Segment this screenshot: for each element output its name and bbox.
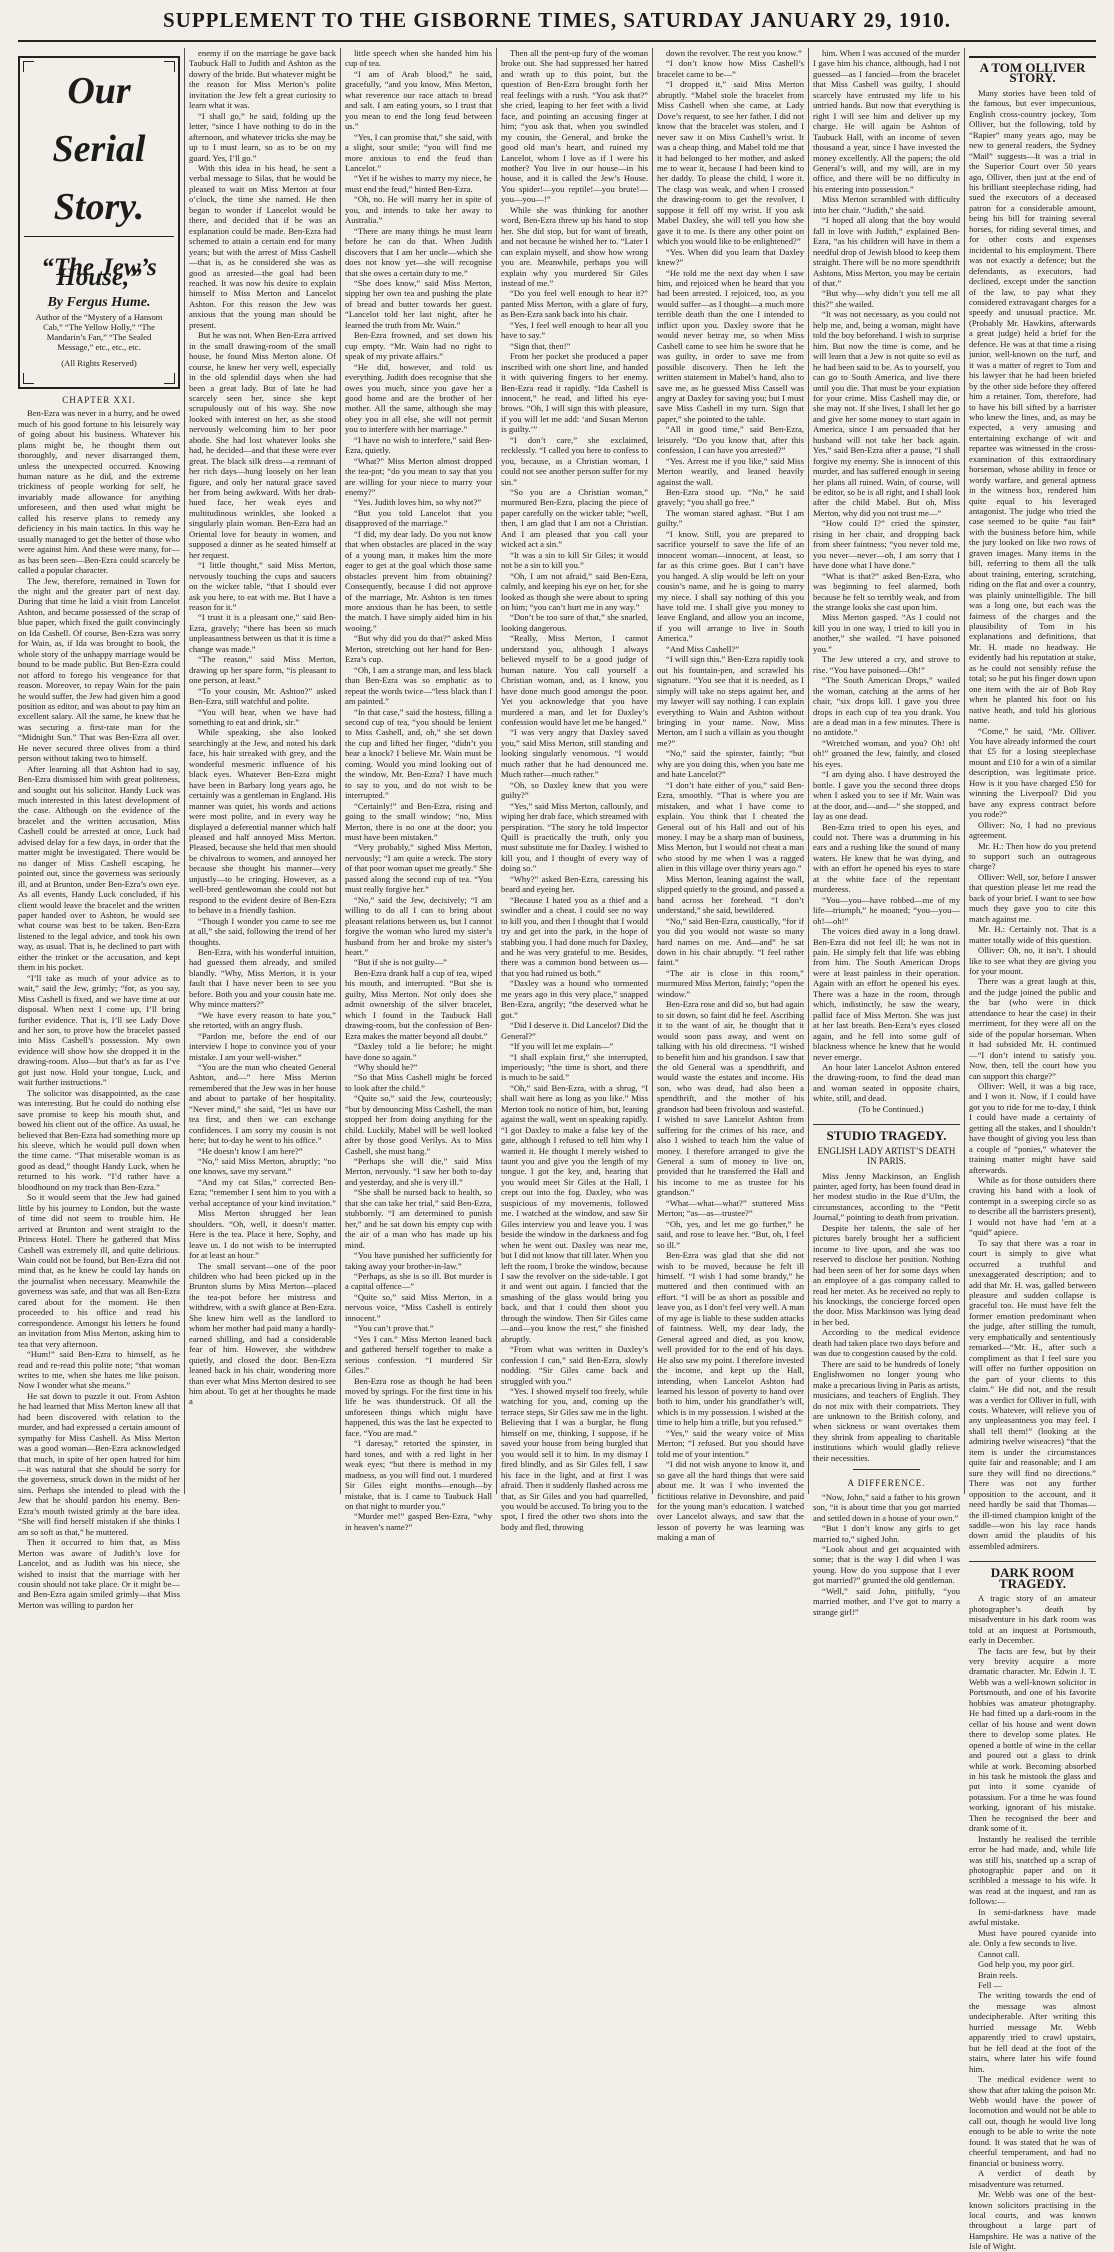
paragraph: Despite her talents, the sale of her pictures barely brought her a sufficient income to live upon, and she was too reserved to disclose her position. Nothing had been seen of her for some days when an employee of a gas company called to read her meter. As he received no reply to his knockings, the concierge forced open the door. Miss Mackinson was lying dead in her bed.	[813, 1222, 960, 1327]
paragraph: “I don’t hate either of you,” said Ben-Ezra, smoothly. “That is where you are mistaken, and what I have come to explain. You think that I cheated the General out of his Hall and out of his money. I may be a sharp man of business, Miss Merton, but I would not cheat a man who stood by me when I was a ragged alien in this village over thirty years ago.”	[657, 779, 804, 874]
paragraph: There are said to be hundreds of lonely Englishwomen no longer young who make a precarious living in Paris as artists, musicians, and teachers of English. They do not mix with their compatriots. They are unknown to the British colony, and when sickness or want overtakes them they shrink from appealing to charitable institutions which would gladly relieve their necessities.	[813, 1358, 961, 1463]
paragraph: “You can’t prove that.”	[354, 1323, 434, 1334]
paragraph: “Wretched woman, and you? Oh! oh! oh!” groaned the Jew, faintly, and closed his eyes.	[813, 737, 960, 769]
paragraph: “You have punished her sufficiently for taking away your brother-in-law.”	[345, 1250, 492, 1271]
studio-tragedy-subheading: ENGLISH LADY ARTIST’S DEATH IN PARIS.	[817, 1145, 956, 1167]
paragraph: “I shall explain first,” she interrupted, imperiously; “the time is short, and there is much to be said.”	[501, 1051, 648, 1083]
paragraph: “Quite so,” said Miss Merton, in a nervous voice, “Miss Cashell is entirely innocent.”	[345, 1291, 492, 1323]
story-title: “The Jew’s House,”	[41, 254, 157, 292]
paragraph: “To your cousin, Mr. Ashton?” asked Ben-Ezra, still watchful and polite.	[189, 685, 336, 707]
column-divider	[184, 48, 185, 1494]
paragraph: “There are many things he must learn before he can do that. When Judith discovers that I am her uncle—which she does not know yet—she will recognise that she owes a certain duty to me.”	[345, 225, 492, 278]
paragraph: From her pocket she produced a paper inscribed with one short line, and handed it with quivering fingers to her enemy. Ben-Ezra read it rapidly. “Ida Cashell is innocent,” he read, and lifted his eye-brows. “Oh, I will sign this with pleasure, if you will let me add: ‘and Susan Merton is guilty.’”	[501, 351, 648, 435]
paragraph: “She shall be nursed back to health, so that she can take her trial,” said Ben-Ezra, stubbornly. “I am determined to punish her,” and he sat down his empty cup with the air of a man who has made up his mind.	[345, 1187, 492, 1250]
ornament-corner	[164, 373, 175, 384]
chapter-heading: CHAPTER XXI.	[62, 394, 136, 405]
paragraph: But he was not. When Ben-Ezra arrived in the small drawing-room of the small house, he found Miss Merton alone. Of course, he knew her very well, especially in the old splendid days when she had been a great lady. But of late he had scarcely seen her, since she kept scrupulously out of his way. She now looked with interest on her, as she stood nervously welcoming him to her poor abode. She had lost whatever looks she had, he decided—and that these were ever great. The black silk dress—a remnant of her rich days—hung loosely on her lean figure, and only her natural grace saved her from being awkward. With her drab-hued face, her weak eyes and multitudinous wrinkles, she looked a singularly plain woman. Ben-Ezra had an Oriental love for beauty in women, and supposed a dinner as he seated himself at her request.	[189, 330, 336, 560]
paragraph: “It was a sin to kill Sir Giles; it would not be a sin to kill you.”	[501, 549, 648, 571]
paragraph: Olliver: No, I had no previous agreement.	[969, 819, 1096, 841]
paragraph: “I did not wish anyone to know it, and so gave all the hard things that were said about me. It was I who invented the fictitious relative in Devonshire, and paid for the young man’s education. I watched over Lancelot always, and saw that the lesson of poverty he was learning was making a man of	[657, 1459, 804, 1543]
paragraph: Ben-Ezra rose as though he had been moved by springs. For the first time in his life he was thunderstruck. Of all the unforeseen things which might have happened, this was the last he expected to face. “You are mad.”	[345, 1375, 492, 1438]
paragraph: Miss Merton shrugged her lean shoulders. “Oh, well, it doesn’t matter. Here is the tea. Place it here, Sophy, and leave us. I do not wish to be interrupted for at least an hour.”	[189, 1208, 336, 1261]
paragraph: “Sign that, then!”	[510, 340, 571, 351]
paragraph: “All in good time,” said Ben-Ezra, leisurely. “Do you know that, after this confession, I can have you arrested?”	[657, 424, 804, 456]
paragraph: The facts are few, but by their very brevity acquire a more dramatic character. Mr. Edwin J. T. Webb was a well-known solicitor in Portsmouth, and one of his favorite hobbies was amateur photography. He had fitted up a dark-room in the cellar of his house and went down there to develop some plates. He opened a bottle of wine in the cellar and poured out a glass to drink while at work. Becoming absorbed in his task he mistook the glass and put into it some cyanide of potassium. For a time he was found working, ignorant of his mistake. Then he recognised the beer and drank some of it.	[969, 1645, 1096, 1834]
paragraph: To say that there was a roar in court is simply to give what occurred a truthful and unexaggerated description; and to add that Mr. H. was, galled between pleasure and sudden collapse is graceful too. He must have felt the former emotion predominant when the judge, after stilling the tumult, very emphatically and sententiously remarked—“Mr. H., after such a compliment as that I feel sure you will offer no further opposition on the part of your clients to this claim.” He did not, and the result was a verdict for Olliver in full, with costs. Whatever, will relieve you of any unpleasantness you may feel. I shall tell them!” (looking at the admiring twelve wiseacres) “that the item is under the circumstances quite fair and reasonable; and I am sure they will find no directions.” There was not any further opposition to the account, and it need hardly be said that Thomas—the ill-timed champion knight of the saddle—won his lay race hands down amid the plaudits of his assembled admirers.	[969, 1237, 1096, 1551]
paragraph: With this idea in his head, he sent a verbal message to Silas, that he would be pleased to wait on Miss Merton at four o’clock, the time she named. He then began to wonder if Lancelot would be there, and decided that if he was an explanation could be made. Ben-Ezra had schemed to attain a certain end for many years; but with the arrest of Miss Cashell—that is, as he considered she was as good as arrested—the goal had been reached. It was now his desire to explain himself to Miss Merton and Lancelot Ashton. For this reason the Jew was anxious that the young man should be present.	[189, 162, 336, 330]
to-be-continued: (To be Continued.)	[858, 1103, 924, 1114]
paragraph: “What is that?” asked Ben-Ezra, who was beginning to feel alarmed, both because he felt so terribly weak, and from the strange looks she cast upon him.	[813, 570, 960, 613]
paragraph: Miss Merton scrambled with difficulty into her chair. “Judith,” she said.	[813, 194, 960, 215]
paragraph: “Though I wonder you came to see me at all,” she said, following the trend of her thoughts.	[189, 915, 336, 947]
paragraph: Olliver: Well, it was a big race, and I won it. Now, if I could have got you to ride for me to-day, I think I could have made a certainty of getting all the stakes, and I shouldn’t have thought of giving you less than a couple of “ponies,” whatever the training matter might have said afterwards.	[969, 1080, 1096, 1175]
paragraph: “Really, Miss Merton, I cannot understand you, although I always believed myself to be a good judge of human nature. You call yourself a Christian woman, and, as I know, you have done much good amongst the poor. Yet you acknowledge that you have murdered a man, and let for Daxley’s confession would have let me be hanged.”	[501, 633, 648, 727]
column-2-text	[189, 48, 336, 1407]
paragraph: While she was thinking for another word, Ben-Ezra threw up his hand to stop her. She did stop, but for want of breath, and not because he wished her to. “Later I can explain myself, and show how wrong you are. Meanwhile, perhaps you will explain why you murdered Sir Giles instead of me.”	[501, 204, 648, 288]
paragraph: “I dropped it,” said Miss Merton abruptly. “Mabel stole the bracelet from Miss Cashell when she came, at Lady Dove’s request, to see her father. I did not know that the bracelet was stolen, and I never saw it on Miss Cashell’s wrist. It was a cheap thing, and Mabel told me that it had belonged to her mother, and asked me to wear it, because I had been kind to her daddy. To please the child, I wore it. The clasp was weak, and when I crossed the drawing-room to get the revolver, I suppose it fell off my wrist. If you ask Mabel Daxley, she will tell you how she gave it to me. Is there any other point on which you would like to be enlightened?”	[657, 79, 804, 247]
paragraph: “You are the man who cheated General Ashton, and—” here Miss Merton remembered that the Jew was in her house and about to partake of her hospitality. “Never mind,” she said, “let us have our tea first, and then we can exchange confidences. I am sorry my cousin is not here; but to-day he went to his office.”	[189, 1061, 336, 1146]
masthead	[18, 0, 1096, 42]
dark-room-heading: DARK ROOM TRAGEDY.	[969, 1561, 1096, 1589]
column-6-text	[813, 48, 960, 1104]
paragraph: “If you will let me explain—”	[510, 1041, 614, 1052]
paragraph: “No,” said Ben-Ezra, caustically, “for if you did you would not waste so many hard names on me. And—and” he sat down in his chair abruptly. “I feel rather faint.”	[657, 915, 804, 968]
paragraph: “Yes,” said the weary voice of Miss Merton; “I refused. But you should have told me of your intention.”	[657, 1427, 804, 1459]
paragraph: “But why—why didn’t you tell me all this?” she wailed.	[813, 288, 960, 309]
paragraph: “And my cat Silas,” corrected Ben-Ezra; “remember I sent him to you with a verbal acceptance of your kind invitation.”	[189, 1176, 336, 1208]
paragraph: “I don’t know how Miss Cashell’s bracelet came to be—”	[657, 58, 804, 79]
paragraph: “So you are a Christian woman,” murmured Ben-Ezra, placing the piece of paper carefully on the wicker table; “well, then, I am glad that I am not a Christian. And I am pleased that you call your wicked act a sin.”	[501, 487, 648, 550]
dark-room-text	[969, 1593, 1096, 2252]
column-2	[189, 48, 336, 1494]
paragraph: Many stories have been told of the famous, but ever impecunious, English cross-country jockey, Tom Olliver, but the following, told by “Rapier” many years ago, may be new to general readers, the Sydney “Mail” suggests—It was a trial in the Superior Court over 50 years ago, Olliver, then just at the end of his brilliant steeplechase riding, had sued the executors of a deceased patron for a considerable amount, being his bill for training several horses, for riding several times, and for other costs and expenses incidental to his employment. There was not exactly a defence; but the defendants, as executors, had declined, except under the sanction of the law, to pay what they considered extravagant charges for a speedy and unusual practice. Mr. (Probably Mr. Hawkins, afterwards a great judge) held a brief for the defence. He was at that time a rising junior, well-known on the turf, and it was a matter of regret to Tom and his lawyer that he had been briefed by the other side before they offered him a retainer. Tom, therefore, had to have his bill sifted by a barrister who knew the lines, and, as may be expected, a very amusing and entertaining exchange of wit and repartee was witnessed in the cross-examination of this extraordinary horseman, whose ability in fence or wordy warfare, and general aptness in the witness box, rendered him quite equal to his leveraged antagonist. The judge who tried the case seemed to be quite *au fait* with the business before him, while the jury looked on like two rows of graven images. Many items in the bill, referring to them all the talk about training, entering, scratching, riding on the flat and over a country, was plainly unintelligible. The bill was a long one, but each was the fairness of the charges and the plausibility of Tom in his explanations and definitions, that Mr. H. made no headway. He evidently had his reputation at stake, as he could not sensibly refuse the total; so he put his finger down upon one item with the air of Bob Roy when he planted his foot on his native heath, and told his glorious name.	[969, 87, 1096, 726]
byline: By Fergus Hume.	[47, 294, 151, 310]
column-5	[657, 48, 804, 1543]
paragraph: A verdict of death by misadventure was returned.	[969, 2168, 1096, 2189]
paragraph: “But if she is not guilty—”	[354, 957, 447, 968]
author-credit: Author of the “Mystery of a Hansom Cab,” “The Yellow Holly,” “The Mandarin’s Fan,” “The Sealed Message,” etc., etc., etc.	[35, 312, 163, 353]
paragraph: The Jew uttered a cry, and strove to rise. “You have poisoned—Oh!”	[813, 654, 960, 675]
paragraph: “Yes, I can promise that,” she said, with a slight, sour smile; “you will find me more anxious to end the feud than Lancelot.”	[345, 131, 492, 173]
paragraph: Miss Merton, leaning against the wall, slipped quietly to the ground, and passed a hand across her forehead. “I don’t understand,” she said, bewildered.	[657, 873, 804, 916]
paragraph: Ben-Ezra tried to open his eyes, and could not. There was a drumming in his ears and a rushing like the sound of many waters. He knew that he was dying, and with an effort he opened his eyes to stare at the white face of the repentant murderess.	[813, 821, 960, 895]
paragraph: “Don’t be too sure of that,” she snarled, looking dangerous.	[501, 612, 648, 633]
column-divider	[340, 48, 341, 1494]
paragraph: “Did I deserve it. Did Lancelot? Did the General?”	[501, 1020, 648, 1041]
paragraph: The voices died away in a long drawl. Ben-Ezra did not feel ill; he was not in pain. He simply felt that life was ebbing from him. The South American Drops were at least painless in their operation. Again with an effort he opened his eyes. There was a haze in the room, through which, indistinctly, he saw the weary, pallid face of Miss Merton. She was just at her last breath. Ben-Ezra’s eyes closed again, and he fell into some gulf of blackness whence he knew that he would never emerge.	[813, 926, 960, 1062]
paragraph: Then all the pent-up fury of the woman broke out. She had suppressed her hatred and wrath up to this point, but the question of Ben-Ezra brought forth her real feelings with a rush. “You ask that?” she cried, leaping to her feet with a livid face, and pointing an accusing finger at him; “you ask that, when you swindled my cousin, the General, and broke the good old man’s heart, and ruined my Lancelot, whom I love as if I were his mother? You live in our house—in his house, and it is called the Jew’s House. You spider!—you reptile!—you brute!—you—you—!”	[501, 48, 648, 205]
paragraph: “I shall go,” he said, folding up the letter, “since I have nothing to do in the afternoon, and whatever tricks she may be up to I must learn, so as to be on my guard. Yes, I’ll go.”	[189, 110, 336, 163]
studio-tragedy-heading: STUDIO TRAGEDY.	[813, 1124, 960, 1141]
paragraph: Then it occurred to him that, as Miss Merton was aware of Judith’s love for Lancelot, and as Judith was his niece, she wished to insist that the marriage with her cousin should not take place. Or it might be—and Ben-Ezra again smiled grimly—that Miss Merton was willing to pardon her	[18, 1537, 180, 1610]
paragraph: “Very probably,” sighed Miss Merton, nervously; “I am quite a wreck. The story of that poor woman upset me greatly.” She passed along the second cup of tea. “You must really forgive her.”	[345, 842, 492, 895]
paragraph: “He doesn’t know I am here?”	[198, 1145, 303, 1156]
paragraph: “Oh, I am a strange man, and less black than Ben-Ezra was so emphatic as to repeat the words twice—“less black than I am painted.”	[345, 664, 492, 707]
paragraph: “And Miss Cashell?”	[666, 643, 740, 654]
serial-heading: Our Serial Story.	[24, 62, 174, 237]
paragraph: Ben-Ezra drank half a cup of tea, wiped his mouth, and interrupted. “But she is guilty, Miss Merton. Not only does she admit ownership of the silver bracelet, which I found in the Taubuck Hall drawing-room, but the confession of Ben-Ezra makes the matter beyond all doubt.”	[345, 967, 492, 1041]
paragraph: “How could I?” cried the spinster, rising in her chair, and dropping back from sheer faintness; “you never told me, you never—never—oh, I am sorry that I have done what I have done.”	[813, 518, 960, 571]
paragraph: Miss Jenny Mackinson, an English painter, aged forty, has been found dead in her modest studio in the Rue d’Ulm, the circumstances, according to the “Petit Journal,” pointing to death from privation.	[813, 1170, 960, 1223]
difference-text	[813, 1492, 960, 1617]
paragraph: The small servant—one of the poor children who had been picked up in the Brunton slums by Miss Merton—placed the tea-pot before her mistress and withdrew, with a swift glance at Ben-Ezra. She knew him well as the landlord to whom her mother had paid many a hardly-earned shilling, and had a considerable fear of him. However, she withdrew quietly, and closed the door. Ben-Ezra leaned back in his chair, wondering more than ever what Miss Merton desired to see him about. To get at her thoughts he made a	[189, 1260, 336, 1407]
paragraph: Ben-Ezra, with his wonderful intuition, had guessed them already, and smiled blandly. “Why, Miss Merton, it is your fault that I have never been to see you before. Both you and your cousin hate me. Why mince matters?”	[189, 946, 336, 1010]
paragraph: “The South American Drops,” wailed the woman, catching at the arms of her chair, “six drops kill. I gave you three drops in each cup of tea you drank. You are a dead man in a few minutes. There is no antidote.”	[813, 675, 960, 738]
paragraph: “Yet if he wishes to marry my niece, he must end the feud,” hinted Ben-Ezra.	[345, 173, 492, 194]
column-3-text	[345, 48, 492, 1532]
paragraph: “Yes. Judith loves him, so why not?”	[354, 497, 482, 508]
paragraph: “But I don’t know any girls to get married to,” sighed John.	[813, 1523, 960, 1544]
paragraph: “I hoped all along that the boy would fall in love with Judith,” explained Ben-Ezra, “as his children will have in them a needful drop of Jewish blood to keep them straight. There will be no more spendthrift Ashtons, Miss Merton, you may be certain of that.”	[813, 215, 960, 288]
paragraph: “I daresay,” retorted the spinster, in hard tones, and with a red light in her weak eyes; “but there is method in my madness, as you will find out. I murdered Sir Giles eight months—enough—by mistake, that is. I came to Taubuck Hall on that night to murder you.”	[345, 1438, 492, 1511]
column-5-text	[657, 48, 804, 1543]
divider	[853, 1469, 920, 1470]
paragraph: “I little thought,” said Miss Merton, nervously touching the cups and saucers on the wicker table, “that I should ever ask you here, to eat with me. But I have a reason for it.”	[189, 560, 336, 613]
paragraph: The Jew, therefore, remained in Town for the night and the greater part of next day. During that time he laid a visit from Lancelot Ashton, and became possessed of the scrap of blue paper, which fixed the guilt convincingly on Ida Cashell. Of course, Ben-Ezra was sorry for Wain, as, if Ida was brought to book, the whole story of the unhappy marriage would be bound to be made public. But Ben-Ezra could not afford to forego his vengeance for that reason. Moreover, to repay Wain for the pain he would suffer, the Jew had given him a good position as editor, and was about to pay him an excellent salary. All the same, he knew that he was securing a first-rate man for the “Midnight Sun.” That was Ben-Ezra all over. He never secured three olives from a third person without taking two to himself.	[18, 575, 180, 764]
ornament-corner	[164, 61, 175, 72]
paragraph: In semi-darkness have made awful mistake.	[969, 1906, 1096, 1928]
paragraph: “Oh, yes, and let me go further,” he said, and rose to leave her. “But, oh, I feel so ill.”	[657, 1218, 804, 1250]
paragraph: Ben-Ezra was never in a hurry, and he owed much of his good fortune to his leisurely way of going about his business. Whatever his plans might be, he thought them out thoroughly, and never disarranged them, unless the unexpected occurred. Knowing human nature as he did, and the extreme trickiness of people working for self, he invariably made allowance for anything unforeseen, and then used what might be called his reserve plans to remedy any deficiency in his main tactics. In this way he usually managed to get the better of those who were against him. And these were many, for—as has been seen—Ben-Ezra could scarcely be called a popular character.	[18, 408, 180, 576]
paragraph: him. When I was accused of the murder I gave him his chance, although, had I not guessed—as I fancied—from the bracelet that Miss Cashell was guilty, I should scarcely have entrusted my life to his untried hands. But now that everything is right I will see him and deliver up my charge. He will again be Ashton of Taubuck Hall, with an income of seven thousand a year, since I have invested the money excellently. All the papers; the old General’s will, and my will, are in my office, and there will be no difficulty in his entering into possession.”	[813, 48, 960, 194]
paragraph: The writing towards the end of the message was almost undecipherable. After writing this hurried message Mr. Webb apparently tried to crawl upstairs, but he fell dead at the foot of the stairs, where later his wife found him.	[969, 1990, 1096, 2074]
paragraph: He sat down to puzzle it out. From Ashton he had learned that Miss Merton knew all that had been discovered with relation to the murder, and had expressed a certain amount of sympathy for Miss Cashell. As Miss Merton was a good woman—Ben-Ezra acknowledged that much, in spite of her open hatred for him—it was natural that she should be sorry for the governess, struck down in the midst of her sins. Perhaps she intended to plead with the Jew that he should pardon his enemy. Ben-Ezra’s mouth twisted grimly at the bare idea. “She will find herself mistaken if she thinks I am so soft as that,” he muttered.	[18, 1390, 180, 1537]
paragraph: down the revolver. The rest you know.”	[666, 48, 802, 58]
paragraph: “From what was written in Daxley’s confession I can,” said Ben-Ezra, slowly nodding. “Sir Giles came back and struggled with you.”	[501, 1344, 648, 1386]
paragraph: While as for those outsiders there craving his hand with a look of contempt in a sweeping circle so as to describe all the barristers present), I would not have had ’em at a “quid” apiece.	[969, 1175, 1096, 1238]
paragraph: “Pardon me, before the end of our interview I hope to convince you of your mistake. I am your well-wisher.”	[189, 1030, 336, 1062]
column-3	[345, 48, 492, 1532]
paragraph: “Oh, no. He will marry her in spite of you, and intends to take her away to Australia.”	[345, 194, 492, 226]
paragraph: “What?” Miss Merton almost dropped the tea-pot; “do you mean to say that you are willing for your niece to marry your enemy?”	[345, 455, 492, 498]
paragraph: “I will sign this.” Ben-Ezra rapidly took out his fountain-pen, and scrawled his signature. “You see that it is needed, as I simply will take no steps against her, and my lawyer will say nothing. I can explain everything to Wain and Ashton without bringing in your name. Now, Miss Merton, am I such a villain as you thought me?”	[657, 654, 804, 748]
paragraph: So it would seem that the Jew had gained little by his journey to London, but the waste of time did not seem to trouble him. He arrived at Brunton and went straight to the Princess Hotel. There he gathered that Miss Cashell was extremely ill, and quite delirious. Wain could not be found, but Ben-Ezra did not mind that, as he knew he could lay hands on the journalist when necessary. Meanwhile the governess was safe, and that was all Ben-Ezra cared about for the moment. He then proceeded to his office and read his correspondence. Amongst his letters he found an invitation from Miss Merton, asking him to tea that very afternoon.	[18, 1192, 180, 1349]
paragraph: “I am dying also. I have destroyed the bottle. I gave you the second three drops when I asked you to see if Mr. Wain was at the door, and—and—” she stopped, and lay as one dead.	[813, 769, 960, 822]
paragraph: little speech when she handed him his cup of tea.	[345, 48, 492, 69]
paragraph: Ben-Ezra frowned, and set down his cup empty. “Mr. Wain had no right to speak of my private affairs.”	[345, 330, 492, 362]
column-divider	[964, 48, 965, 1494]
paragraph: “Yes. I showed myself too freely, while watching for you, and, coming up the terrace steps, Sir Giles saw me in the light. Believing that I was a burglar, he flung himself on me, thinking, I suppose, if he saved your house from being burgled that you would sell it to him. In my dismay I fired blindly, and as Sir Giles fell, I saw his face in the light, and at first I was afraid. Then it suddenly flashed across me that, as Sir Giles and you had quarrelled, you would be accused. To bring you to the spot, I fired the other two shots into the body and fled, throwing	[501, 1386, 649, 1532]
paragraph: An hour later Lancelot Ashton entered the drawing-room, to find the dead man and woman seated in opposite chairs, white, still, and dead.	[813, 1061, 960, 1104]
paragraph: enemy if on the marriage he gave back Taubuck Hall to Judith and Ashton as the dowry of the bride. But whatever might be the reason for Miss Merton’s polite invitation the Jew felt a great curiosity to learn what it was.	[189, 48, 336, 111]
ornament-corner	[23, 61, 34, 72]
paragraph: Brain reels.	[978, 1969, 1018, 1980]
studio-tragedy-text	[813, 1171, 960, 1464]
paragraph: Mr. H.: Certainly not. That is a matter totally wide of this question.	[969, 924, 1096, 945]
paragraph: “Oh, I am not afraid,” said Ben-Ezra, calmly, and keeping his eye on her, for she looked as though she were about to spring on him; “you can’t hurt me in any way.”	[501, 570, 648, 613]
paragraph: While speaking, she also looked searchingly at the Jew, and noted his dark face, his hair streaked with grey, and the wonderful mesmeric influence of his black eyes. Whatever Ben-Ezra might have been in Barbary long years ago, he certainly was a gentleman in England. His manner was quiet, his words and actions were most polite, and in every way he displayed a deferential manner which half pleased and half annoyed Miss Merton. Pleased, because she held that men should be chivalrous to women, and annoyed her because she thought his manner—very unjustly—to be cringing. However, as a well-bred gentlewoman she could not but respond to the evident desire of Ben-Ezra to behave in a friendly fashion.	[189, 727, 336, 916]
paragraph: “Yes,” said Miss Merton, callously, and wiping her drab face, which streamed with perspiration. “The story he told Inspector Quill is practically the truth, only you must substitute me for Daxley. I wished to kill you, and I thought of every way of doing so.”	[501, 800, 648, 874]
paragraph: “Yes. When did you learn that Daxley knew?”	[657, 246, 804, 268]
paragraph: “No,” said Miss Merton, abruptly; “no one knows, save my servant.”	[189, 1156, 336, 1177]
paragraph: “No,” said the Jew, decisively; “I am willing to do all I can to bring about pleasant relations between us, but I cannot forgive the woman who lured my sister’s husband from her and broke my sister’s heart.”	[345, 894, 492, 957]
paragraph: After learning all that Ashton had to say, Ben-Ezra dismissed him with great politeness, and sought out his solicitor. Handy Luck was much interested in this latest development of the case. Although on the evidence of the bracelet and the written accusation, Miss Cashell could be arrested at once, Luck had advised delay for a few days, in order that the matter might be investigated. There would be no danger of Miss Cashell escaping, he pointed out, since the governess was seriously ill, and at Brunton, under Ben-Ezra’s own eye. As all events, Handy Luck concluded, if his client would leave the bracelet and the written paper handed over to Ashton, he would see what course was best to be taken. Ben-Ezra listened to the legal advice, and took his own way, as usual. That is, he declined to part with either the trinket or the accusation, and kept them in his pocket.	[18, 763, 180, 973]
paragraph: “But why did you do that?” asked Miss Merton, stretching out her hand for Ben-Ezra’s cup.	[345, 633, 492, 665]
column-divider	[496, 48, 497, 1494]
paragraph: Ben-Ezra was glad that she did not wish to be moved, because he felt ill himself. “I wish I had some brandy,” he muttered and then continued with an effort. “I will be as short as possible and leave you, as I don’t feel very well. A man of my age is liable to these sudden attacks of faintness. Well, my dear lady, the General agreed and died, as you know, well provided for to the end of his days. He also saw my point. I therefore invested the income, and kept up the Hall, intending, when Lancelot Ashton had learned his lesson of poverty to hand over both to him, under his grandfather’s will, which is in my possession. I wished at the time to help him a trifle, but you refused.”	[657, 1250, 804, 1428]
paragraph: “I don’t care,” she exclaimed, recklessly. “I called you here to confess to you, because, as a Christian woman, I could not see another person suffer for my sin.”	[501, 434, 648, 487]
paragraph: “I have no wish to interfere,” said Ben-Ezra, quietly.	[345, 434, 492, 456]
paragraph: “Now, John,” said a father to his grown son, “it is about time that you got married and settled down in a house of your own.”	[813, 1491, 960, 1523]
column-1-text	[18, 408, 180, 1610]
paragraph: “Yes. Arrest me if you like,” said Miss Merton wearily, and leaned heavily against the wall.	[657, 455, 804, 487]
rights-notice: (All Rights Reserved)	[61, 358, 137, 369]
paragraph: “Daxley told a lie before; he might have done so again.”	[345, 1041, 492, 1062]
tom-olliver-text	[969, 88, 1096, 1551]
paragraph: “Quite so,” said the Jew, courteously; “but by denouncing Miss Cashell, the man stopped her from doing anything for the child. Luckily, Mabel will be well looked after by those good Verilys. As to Miss Cashell, she must hang.”	[345, 1093, 492, 1156]
paragraph: “Perhaps she will die,” said Miss Merton, nervously. “I saw her both to-day and yesterday, and she is very ill.”	[345, 1156, 492, 1187]
paragraph: “Daxley was a hound who tormented me years ago in this very place,” snapped Ben-Ezra, angrily; “the deserved what he got.”	[501, 978, 648, 1020]
column-divider	[808, 48, 809, 1494]
paragraph: “Murder me!” gasped Ben-Ezra, “why in heaven’s name?”	[345, 1511, 492, 1532]
paragraph: Fell —	[978, 1980, 1003, 1991]
columns	[18, 48, 1096, 2252]
paragraph: “She does know,” said Miss Merton, sipping her own tea and pushing the plate of bread and butter towards her guest. “Lancelot told her last night, after he learned the truth from Mr. Wain.”	[345, 277, 492, 330]
paragraph: The woman stared aghast. “But I am guilty.”	[657, 507, 804, 529]
column-4-text	[501, 48, 648, 1532]
paragraph: “Oh,” said Ben-Ezra, with a shrug, “I shall wait here as long as you like.” Miss Merton took no notice of him, but, leaning against the wall, went on speaking rapidly. “I got Daxley to make a false key of the gate, although I refused to tell him why I wanted it. He thought I merely wished to taunt you and give you the length of my tongue. I got the key, and, hearing that you would meet Sir Giles at the Hall, I crept out into the fog. Daxley, who was suspicious of my movements, followed me. I watched at the window, and saw Sir Giles interview you and leave you. I was beside the window in the darkness and fog when he went out. Daxley was near me, but I did not know that till later. When you left the room, I broke the window, because I saw the revolver on the side-table. I got it and went out again. I fancied that the smashing of the glass would bring you back, and that I could then shoot you through the window. Then Sir Giles came—and—you know the rest,” she finished abruptly.	[501, 1082, 648, 1344]
paragraph: Mr. Webb was one of the best-known solicitors practising in the local courts, and was known throughout a large part of Hampshire. He was a native of the Isle of Wight.	[969, 2189, 1096, 2252]
paragraph: “It was not necessary, as you could not help me, and, being a woman, might have told the boy beforehand. I wish to surprise him. But now the time is come, and he will learn that a Jew is not quite so evil as he had been said to be. As to yourself, you can go to South America, and live there until you die. That must be your expiation for your crime. Miss Cashell may die, or she may not. If she lives, I shall let her go and give her some money to start again in America, since I am persuaded that her husband will not take her back again. Yes,” said Ben-Ezra after a pause, “I shall forgive my enemy. She is innocent of this murder, and has suffered enough in seeing her plans all ruined. Wain, of course, will be editor, so he is all right, and I shall look after the child Mabel. But oh, Miss Merton, why did you not trust me—”	[813, 309, 960, 518]
paragraph: Cannot call.	[978, 1948, 1020, 1959]
column-7	[969, 48, 1096, 2252]
paragraph: “Yes, I feel well enough to hear all you have to say.”	[501, 319, 648, 341]
paragraph: “We have every reason to hate you,” she retorted, with an angry flush.	[189, 1009, 336, 1031]
paragraph: “I was very angry that Daxley saved you,” said Miss Merton, still standing and looking singularly venomous. “I would much rather that he had denounced me. Much rather—much rather.”	[501, 727, 648, 780]
paragraph: “Hum!” said Ben-Ezra to himself, as he read and re-read this polite note; “that woman writes to me, when she hates me like poison. Now I wonder what she means.”	[18, 1349, 180, 1391]
paragraph: “I am of Arab blood,” he said, gracefully, “and you know, Miss Merton, what reverence our race attach to bread and salt. I am eating yours, so I trust that you mean to end the long feud between us.”	[345, 68, 492, 132]
paragraph: Ben-Ezra stood up. “No,” he said gravely; “you shall go free.”	[657, 487, 804, 508]
paragraph: “Why?” asked Ben-Ezra, caressing his beard and eyeing her.	[501, 873, 648, 895]
paragraph: “He told me the next day when I saw him, and rejoiced when he heard that you had been arrested. I rejoiced, too, as you would suffer—as I thought—a much more terrible death than the one I intended to inflict upon you. Daxley swore that he would never betray me, so when Miss Cashell came to see him he swore that he was guilty, in order to save me from possible discovery. Then he left the written statement in Mabel’s hand, also to save me, as he guessed Miss Cassell was angry at Daxley for saving you; but I must save Miss Cashell in my turn. Sign that paper,” she pointed to the table.	[657, 267, 804, 424]
paragraph: “In that case,” said the hostess, filling a second cup of tea, “you should be lenient to Miss Cashell, and, oh,” she set down the cup and lifted her finger, “didn’t you hear a knock? I believe Mr. Wain must be coming. Would you mind looking out of the window, Mr. Ben-Ezra? I have much to say to you, and do not wish to be interrupted.”	[345, 706, 492, 801]
paragraph: God help you, my poor girl.	[978, 1959, 1075, 1970]
serial-header-box	[18, 56, 180, 389]
paragraph: Olliver: Well, sor, before I answer that question please let me read the back of your brief. I want to see how much they gave you to cite this match against me.	[969, 871, 1096, 924]
paragraph: “You will hear, when we have had something to eat and drink, sir.”	[189, 706, 336, 727]
paragraph: “Do you feel well enough to hear it?” panted Miss Merton, with a glare of fury, as Ben-Ezra sank back into his chair.	[501, 288, 648, 320]
paragraph: Mr. H.: Then how do you pretend to support such an outrageous charge?	[969, 840, 1096, 872]
paragraph: “Why should he?”	[354, 1061, 418, 1072]
paragraph: “Perhaps, as she is so ill. But murder is a capital offence—”	[345, 1271, 492, 1292]
paragraph: “Certainly!” and Ben-Ezra, rising and going to the small window; “no, Miss Merton, there is no one at the door; you must have been mistaken.”	[345, 800, 492, 842]
paragraph: Must have poured cyanide into ale. Only a few seconds to live.	[969, 1927, 1096, 1949]
paragraph: “But you told Lancelot that you disapproved of the marriage.”	[345, 507, 492, 529]
paragraph: “He did, however, and told us everything. Judith does recognise that she owes you much, since you gave her a good home and are the brother of her mother. All the same, although she may obey you in all else, she will not permit you to interfere with her marriage.”	[345, 361, 492, 435]
paragraph: “I did, my dear lady. Do you not know that when obstacles are placed in the way of a young man, it makes him the more eager to get at the goal which those same obstacles prevent him from obtaining? Consequently, because I did not approve of the marriage, Mr. Ashton is ten times more anxious than he has been, to settle the match. I have simply aided him in his wooing.”	[345, 528, 492, 633]
paragraph: Ben-Ezra rose and did so, but had again to sit down, so faint did he feel. Ascribing it to the want of air, he thought that it would soon pass away, and went on talking with his old directness. “I wished to benefit him and his grandson. I saw that the old General was a spendthrift, and would waste the estates and income. His son, who was dead, had also been a spendthrift, and the mother of his grandson had been frivolous and wasteful. I wished to save Lancelot Ashton from suffering for the crimes of his race, and also I wished to teach him the value of money. I therefore arranged to give the General a sum of money to live on, provided that he transferred the Hall and his income to me as trustee for his grandson.”	[657, 999, 804, 1198]
paragraph: A tragic story of an amateur photographer’s death by misadventure in his dark room was told at an inquest at Portsmouth, early in December.	[969, 1593, 1096, 1646]
paragraph: “Look about and get acquainted with some; that is the way I did when I was young. How do you suppose that I ever got married?” grunted the old gentleman.	[813, 1543, 960, 1586]
paragraph: “What—what—what?” stuttered Miss Merton; “as—as—trustee?”	[657, 1197, 804, 1219]
paragraph: “Well,” said John, pitifully, “you married mother, and I’ve got to marry a strange girl!”	[813, 1585, 960, 1617]
paragraph: “I’ll take as much of your advice as to wait,” said the Jew, grimly; “for, as you say, Miss Cashell is fixed, and we have time at our disposal. When next I come up, I’ll bring further evidence. That is, I’ll see Lady Dove and her son, to prove how the bracelet passed into Miss Cashell’s possession. My own evidence will show how she dropped it in the drawing-room. Also—but that’s as far as I’ve got just now. Hold your tongue, Luck, and wait further instructions.”	[18, 972, 180, 1088]
paragraph: “Yes I can.” Miss Merton leaned back and gathered herself together to make a serious confession. “I murdered Sir Giles.”	[345, 1333, 492, 1376]
paragraph: “Because I hated you as a thief and a swindler and a cheat. I could see no way to kill you, and then I thought that I would try and get into the park, in the hope of stabbing you. I had done much for Daxley, and he was very grateful to me. Besides, there was a common bond between us—that you had ruined us both.”	[501, 894, 648, 978]
column-4	[501, 48, 649, 1532]
paragraph: “No,” said the spinster, faintly; “but why are you doing this, when you hate me and hate Lancelot?”	[657, 748, 804, 780]
paragraph: The medical evidence went to show that after taking the poison Mr. Webb would have the power of locomotion and would not be able to call out, though he would live long enough to be able to write the note found. It was stated that he was of cheerful temperament, and had no financial or business worry.	[969, 2074, 1096, 2168]
column-6	[813, 48, 961, 1617]
paragraph: “The air is close in this room,” murmured Miss Merton, faintly; “open the window.”	[657, 967, 804, 999]
paragraph: Instantly he realised the terrible error he had made, and, while life was still his, snatched up a scrap of photographic paper and on it scribbled a message to his wife. It was read at the inquest, and ran as follows:—	[969, 1833, 1096, 1907]
paragraph: Miss Merton gasped. “As I could not kill you in one way, I tried to kill you in another,” she wailed. “I have poisoned you.”	[813, 612, 960, 654]
paragraph: “So that Miss Cashell might be forced to look after the child.”	[345, 1072, 492, 1093]
paragraph: “You—you—have robbed—me of my life—triumph,” he moaned; “you—you—oh!—oh!”	[813, 894, 960, 926]
paragraph: The solicitor was disappointed, as the case was interesting. But he could do nothing else save promise to keep his mouth shut, and bowed his client out of the office. As usual, he believed that Ben-Ezra had something more up his sleeve, which he would pull down when the time came. “That miserable woman is as good as dead,” thought Handy Luck, when he returned to his work. “I’d rather have a bloodhound on my track than Ben-Ezra.”	[18, 1087, 180, 1192]
paragraph: “Come,” he said, “Mr. Olliver. You have already informed the court that £5 for a losing steeplechase mount and £10 for a win of a similar description, was legitimate price. How is it you have charged £50 for winning the Liverpool? Did you have any express contract before you rode?”	[969, 725, 1096, 820]
newspaper-title: SUPPLEMENT TO THE GISBORNE TIMES, SATURDAY JANUARY 29, 1910.	[163, 7, 951, 32]
paragraph: There was a great laugh at this, and the judge joined the public and the bar (who were in thick attendance to hear the case) in their merriment, for they were all on the side of the popular horseman. When it had subsided Mr. H. continued—“I don’t intend to satisfy you. Now, then, tell the court how you can support this charge?”	[969, 976, 1096, 1081]
paragraph: “I know. Still, you are prepared to sacrifice yourself to save the life of an innocent woman—innocent, at least, so far as this crime goes. But I can’t have you hanged. A slip would be left on your cousin’s name, and he is going to marry my niece. I shall say nothing of this you have told me. I shall give you money to leave England, and allow you an income, if you will arrange to live in South America.”	[657, 528, 804, 644]
paragraph: “Oh, so Daxley knew that you were guilty?”	[501, 779, 648, 801]
paragraph: Olliver: Oh, no, it isn’t. I should like to see what they are giving you for your mount.	[969, 945, 1096, 976]
column-1	[18, 48, 180, 1610]
difference-heading: A DIFFERENCE.	[847, 1478, 926, 1489]
paragraph: According to the medical evidence death had taken place two days before and was due to congestion caused by the cold.	[813, 1327, 960, 1359]
paragraph: “I trust it is a pleasant one,” said Ben-Ezra, gravely; “there has been so much unpleasantness between us that it is time a change was made.”	[189, 612, 336, 654]
ornament-corner	[23, 373, 34, 384]
tom-olliver-heading: A TOM OLLIVER STORY.	[969, 56, 1096, 84]
column-divider	[652, 48, 653, 1494]
paragraph: “The reason,” said Miss Merton, drawing up her spare form, “is pleasant to one person, at least.”	[189, 654, 336, 686]
